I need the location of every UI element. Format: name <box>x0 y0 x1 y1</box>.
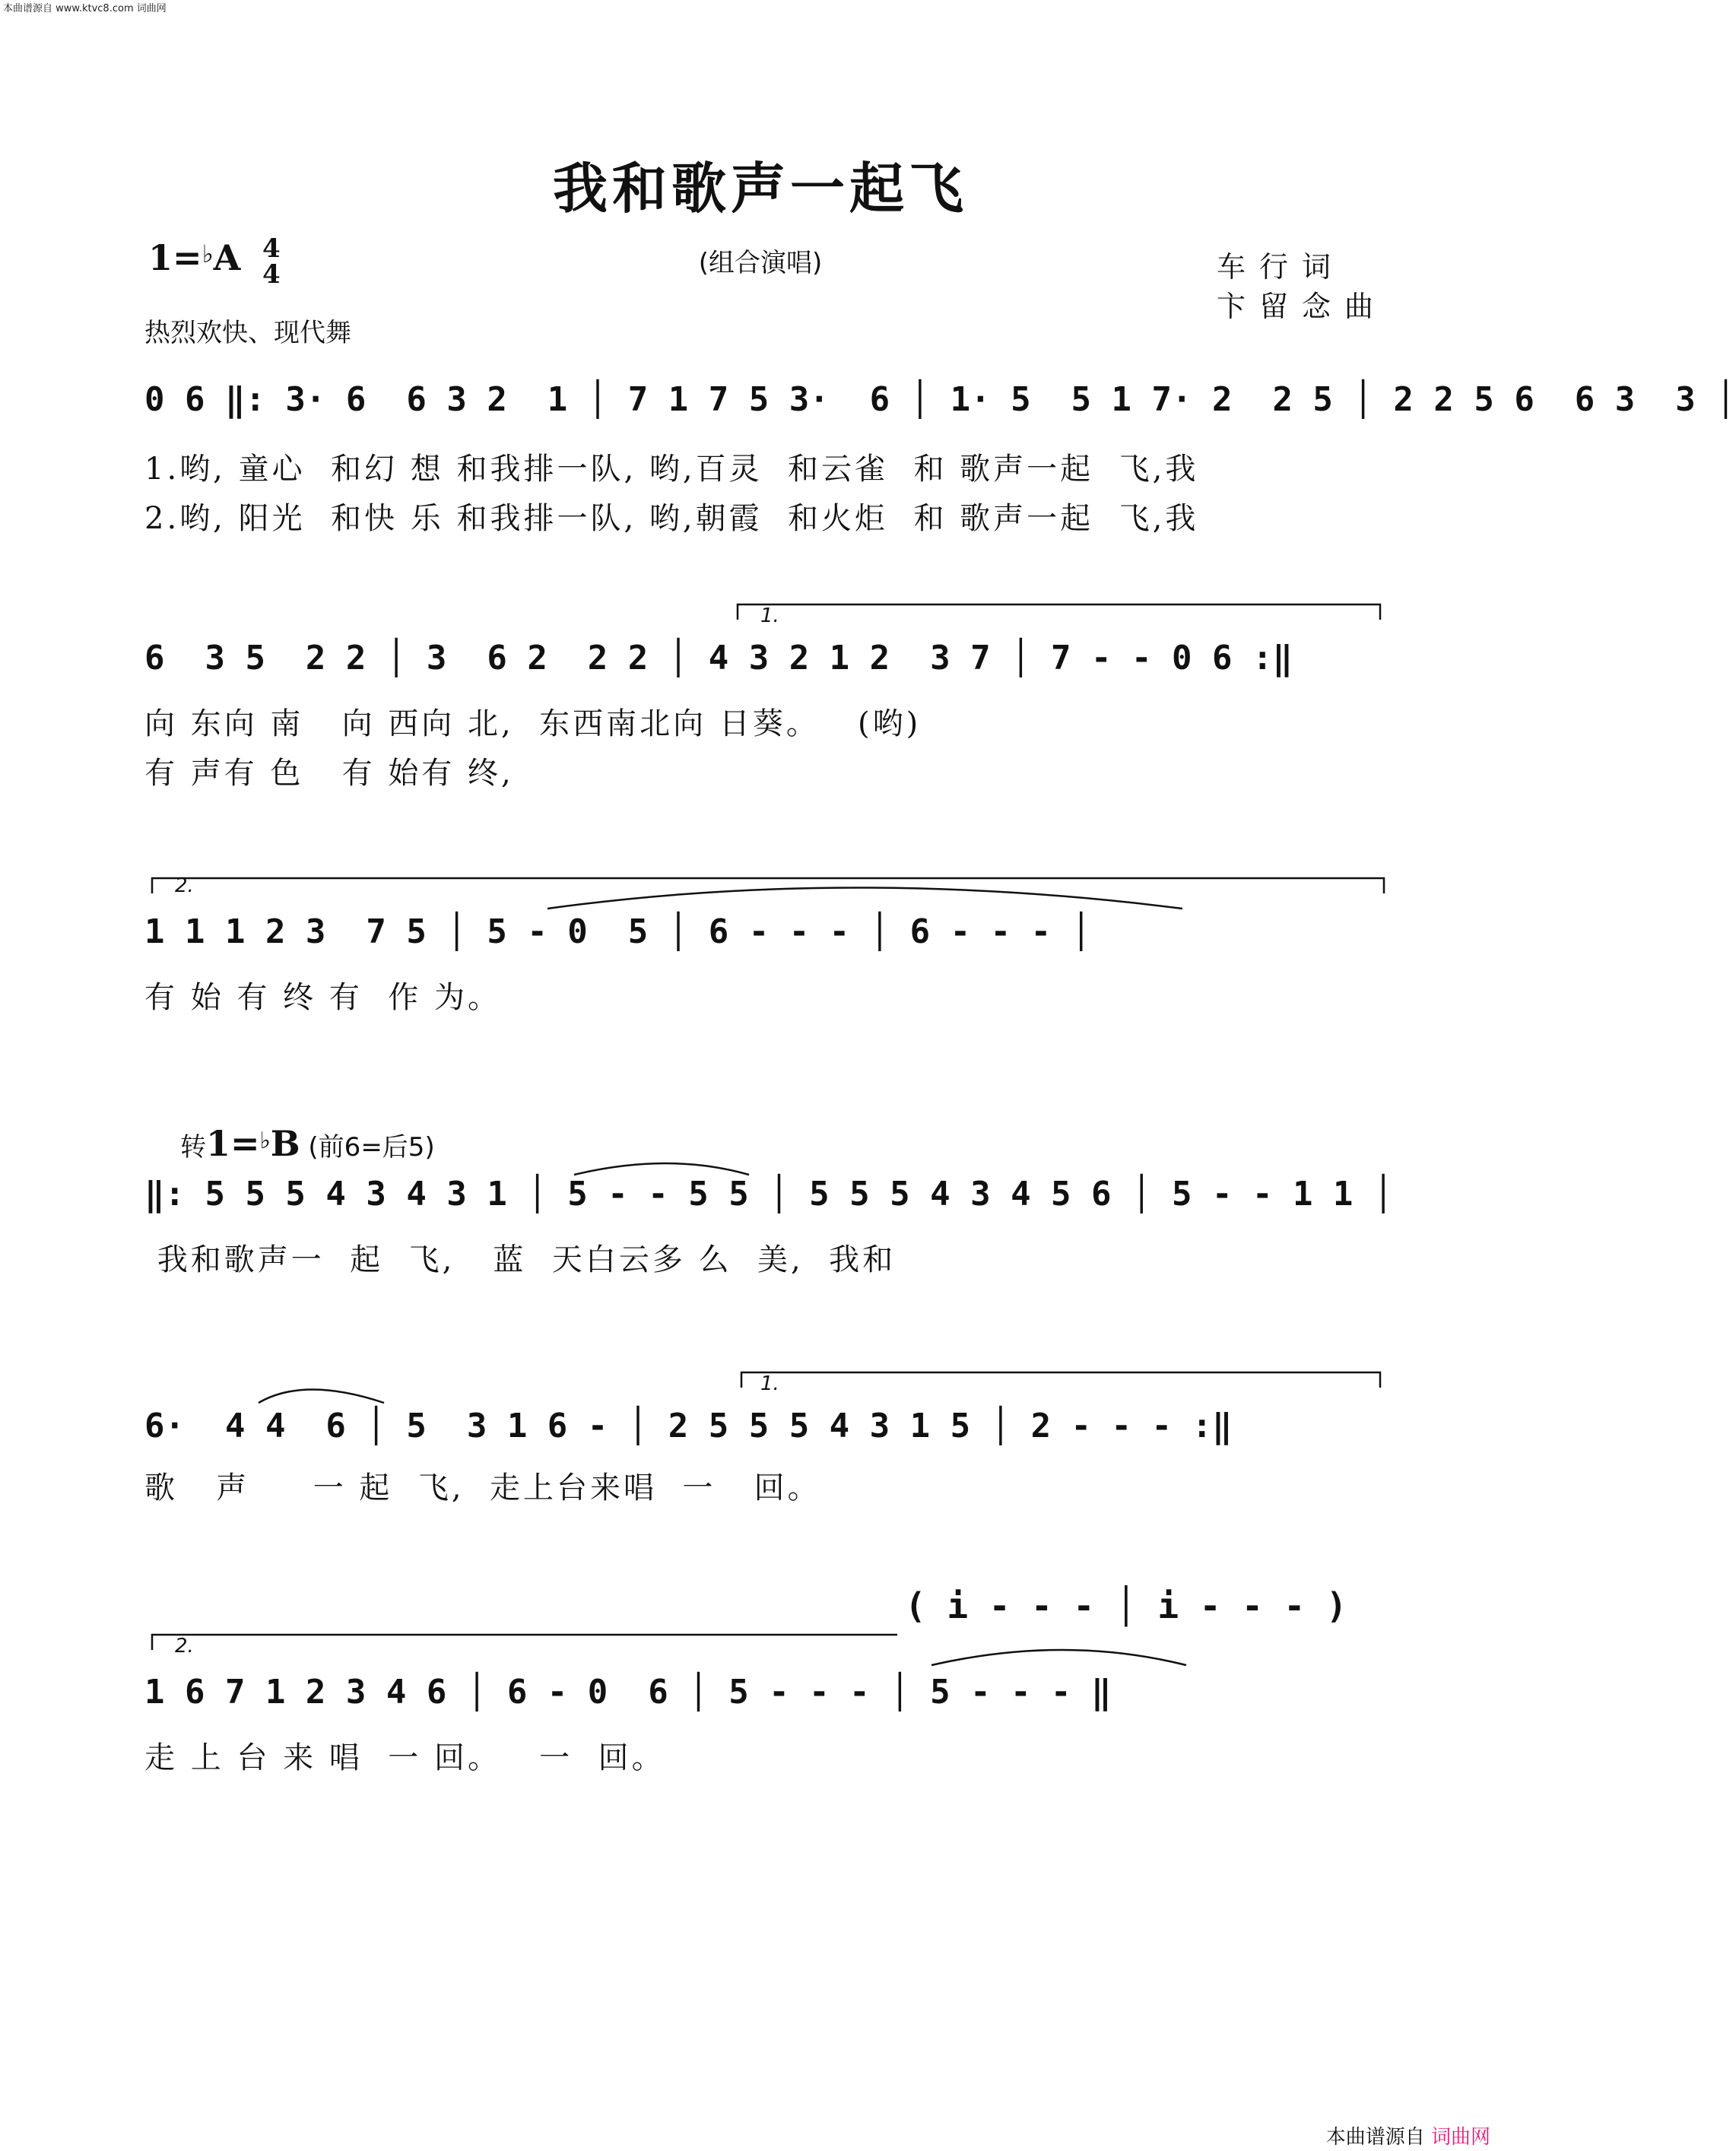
lyrics-line-6: 走 上 台 来 唱 一 回。 一 回。 <box>144 1740 665 1775</box>
time-top: 4 <box>262 233 281 264</box>
volta-2b-bracket <box>152 1635 897 1650</box>
parenthetical-line: ( i - - - │ i - - - ) <box>905 1585 1347 1626</box>
tie-a <box>574 1163 749 1175</box>
notation-line-6: 1 6 7 1 2 3 4 6 │ 6 - 0 6 │ 5 - - - │ 5 - - - ‖ <box>144 1673 1112 1712</box>
volta-2-label: 2. <box>175 874 194 897</box>
long-tie-2 <box>931 1650 1186 1665</box>
flat-sign: ♭ <box>202 240 214 268</box>
volta-1-label: 1. <box>760 604 779 627</box>
composer-credit: 卞留念曲 <box>1217 290 1388 323</box>
time-bottom: 4 <box>262 259 281 290</box>
volta-2b-label: 2. <box>175 1635 194 1658</box>
volta-1-bracket <box>738 604 1380 620</box>
volta-1b-bracket <box>741 1372 1380 1388</box>
key-prefix: 1= <box>148 237 202 278</box>
header-text: 本曲谱源自 www.ktvc8.com 词曲网 <box>3 3 167 14</box>
song-subtitle: (组合演唱) <box>698 248 823 278</box>
long-tie-1 <box>547 888 1182 909</box>
lyrics-line-1-verse-2: 2.哟, 阳光 和快 乐 和我排一队, 哟,朝霞 和火炬 和 歌声一起 飞,我 <box>144 501 1199 536</box>
modulation-flat: ♭ <box>259 1128 271 1154</box>
volta-2-bracket <box>152 878 1384 893</box>
lyrics-line-1-verse-1: 1.哟, 童心 和幻 想 和我排一队, 哟,百灵 和云雀 和 歌声一起 飞,我 <box>144 452 1199 487</box>
lyrics-line-5: 歌 声 一 起 飞, 走上台来唱 一 回。 <box>144 1470 821 1505</box>
footer-source: 本曲谱源自 <box>1325 2126 1425 2149</box>
notation-line-4: ‖: 5 5 5 4 3 4 3 1 │ 5 - - 5 5 │ 5 5 5 4 3 4 5 6 │ 5 - - 1 1 │ <box>144 1175 1394 1214</box>
footer-text <box>1326 2121 1490 2149</box>
notation-line-1: 0 6 ‖: 3· 6 6 3 2 1 │ 7 1 7 5 3· 6 │ 1· 5 5 1 7· 2 2 5 │ 2 2 5 6 6 3 3 │ <box>144 380 1736 419</box>
tempo-marking: 热烈欢快、现代舞 <box>144 318 351 348</box>
footer-brand: 词曲网 <box>1430 2126 1490 2149</box>
lyrics-line-2-verse-1: 向 东向 南 向 西向 北, 东西南北向 日葵。 (哟) <box>144 706 922 741</box>
song-title: 我和歌声一起飞 <box>552 156 968 220</box>
modulation-key: 1= <box>206 1123 260 1164</box>
notation-line-3: 1 1 1 2 3 7 5 │ 5 - 0 5 │ 6 - - - │ 6 - - - │ <box>144 912 1092 951</box>
volta-1b-label: 1. <box>760 1372 779 1395</box>
lyrics-line-2-verse-2: 有 声有 色 有 始有 终, <box>144 756 514 791</box>
notation-line-5: 6· 4 4 6 │ 5 3 1 6 - │ 2 5 5 5 4 3 1 5 │ 2 - - - :‖ <box>144 1407 1233 1445</box>
key-note: A <box>213 237 241 278</box>
notation-line-2: 6 3 5 2 2 │ 3 6 2 2 2 │ 4 3 2 1 2 3 7 │ 7 - - 0 6 :‖ <box>144 639 1293 677</box>
lyrics-line-3: 有 始 有 终 有 作 为。 <box>144 980 502 1015</box>
tie-b <box>259 1390 384 1404</box>
modulation-note-text: (前6=后5) <box>308 1132 435 1163</box>
lyricist-credit: 车行词 <box>1217 250 1345 284</box>
lyrics-line-4: 我和歌声一 起 飞, 蓝 天白云多 么 美, 我和 <box>144 1242 897 1277</box>
modulation-prefix: 转 <box>180 1132 206 1163</box>
modulation-note: B <box>270 1123 300 1164</box>
